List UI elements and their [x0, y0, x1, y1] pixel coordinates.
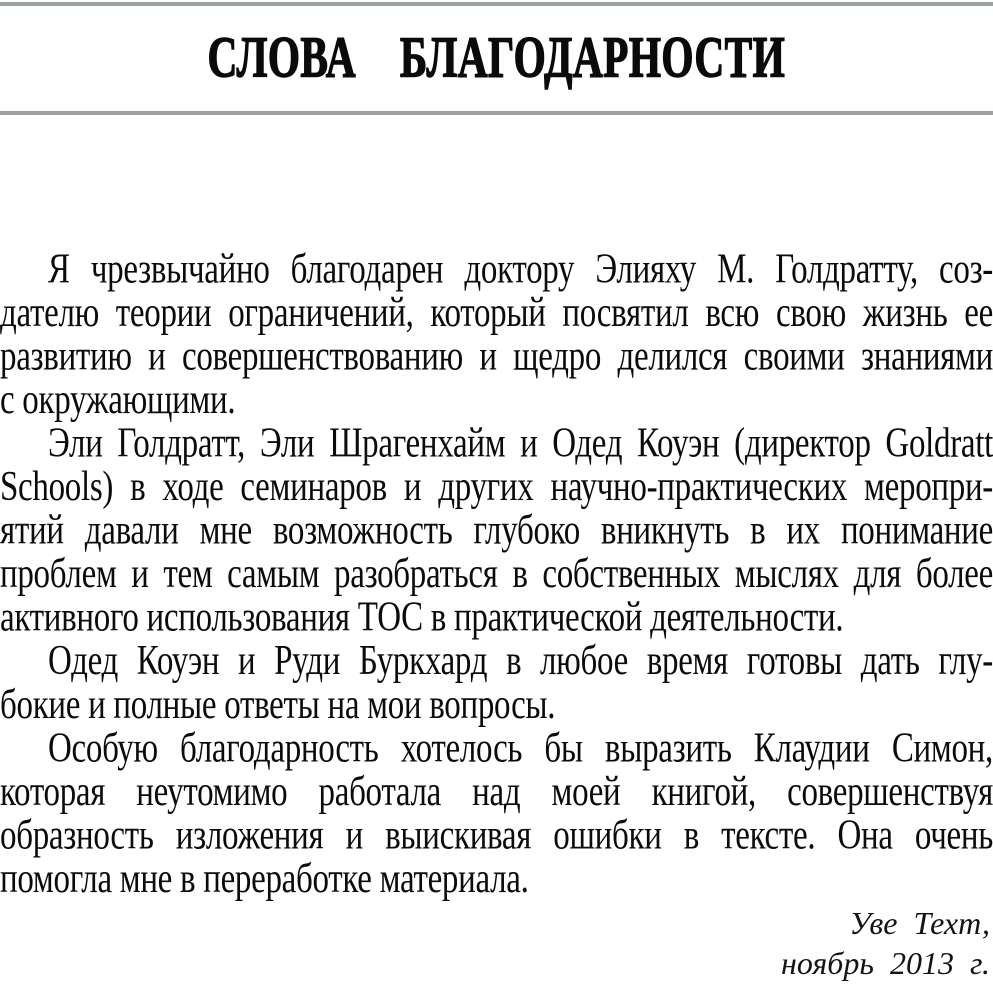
paragraph — [0, 248, 993, 422]
acknowledgments-text — [0, 248, 993, 901]
text-line: развитию и совершенствованию и щедро делился своими знаниями — [0, 333, 993, 380]
text-line: бокие и полные ответы на мои вопросы. — [0, 681, 556, 728]
text-line: проблем и тем самым разобраться в собственных мыслях для более — [0, 551, 993, 598]
signature-author: Уве Техт, — [849, 905, 990, 941]
bottom-rule — [0, 111, 993, 115]
paragraph — [0, 422, 993, 640]
text-line: с окружающими. — [0, 377, 236, 424]
title-band — [0, 4, 993, 112]
text-line: помогла мне в переработке материала. — [0, 856, 529, 903]
text-line: ятий давали мне возможность глубоко вникнуть в их понимание — [0, 507, 993, 554]
paragraph — [0, 727, 993, 901]
page-title: СЛОВА БЛАГОДАРНОСТИ — [207, 26, 786, 90]
text-line: Особую благодарность хотелось бы выразить Клаудии Симон, — [48, 725, 993, 772]
text-line: Я чрезвычайно благодарен доктору Элияху М. Голдратту, соз- — [48, 246, 993, 293]
signature-block — [781, 903, 990, 983]
text-line: образность изложения и выискивая ошибки в тексте. Она очень — [0, 812, 993, 859]
text-line: дателю теории ограничений, который посвятил всю свою жизнь ее — [0, 290, 993, 337]
paragraph — [0, 640, 993, 727]
text-line: активного использования ТОС в практической деятельности. — [0, 594, 844, 641]
text-line: Schools) в ходе семинаров и других научно-практических меропри- — [0, 464, 993, 511]
text-line: которая неутомимо работала над моей книгой, совершенствуя — [0, 768, 993, 816]
signature-date: ноябрь 2013 г. — [780, 945, 990, 981]
text-line: Одед Коуэн и Руди Буркхард в любое время готовы дать глу- — [48, 638, 993, 685]
text-line: Эли Голдратт, Эли Шрагенхайм и Одед Коуэн (директор Goldratt — [48, 420, 993, 467]
